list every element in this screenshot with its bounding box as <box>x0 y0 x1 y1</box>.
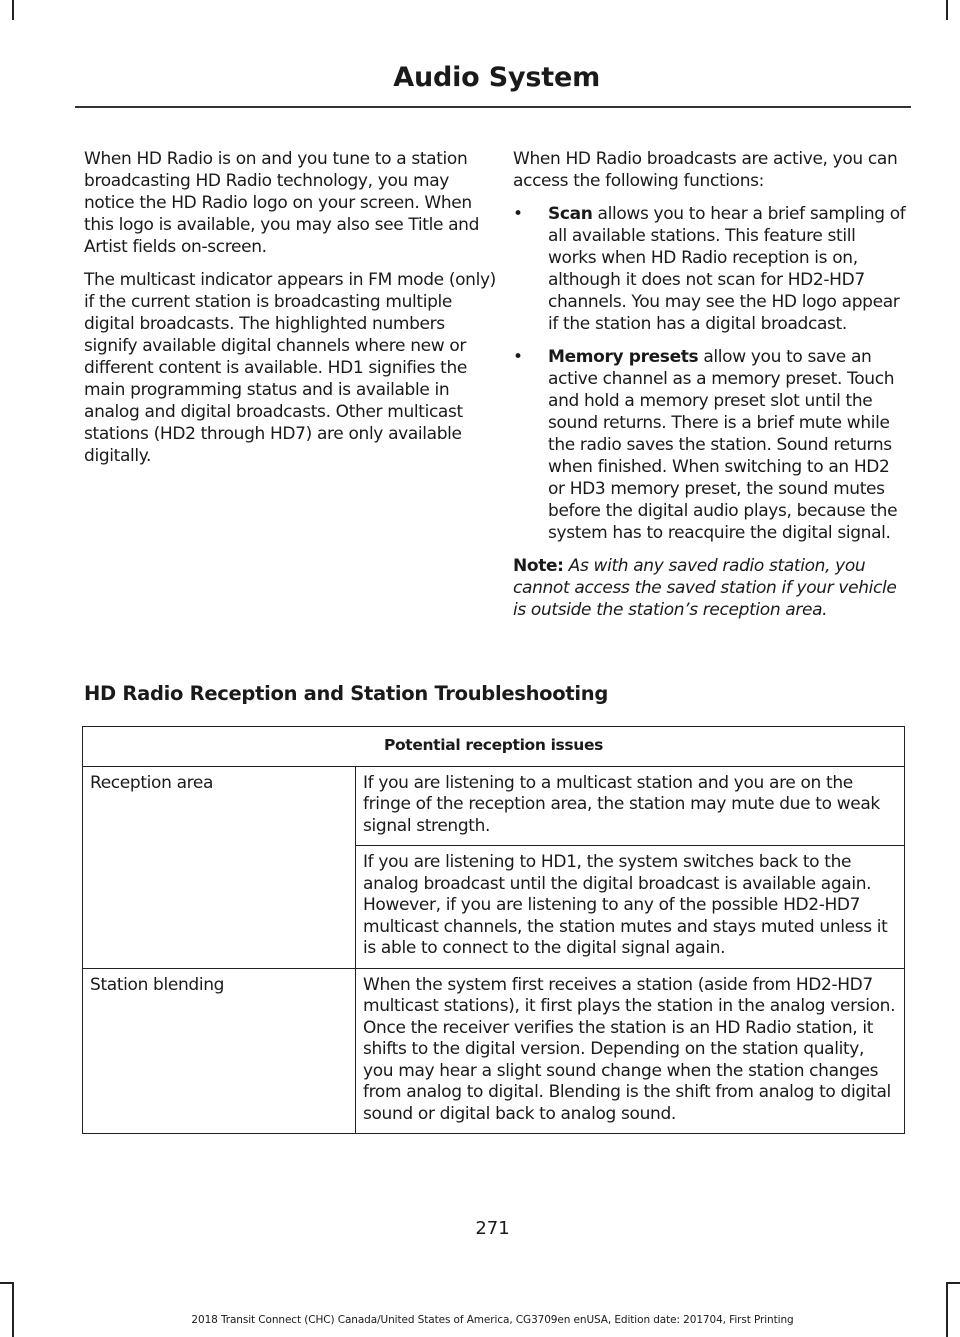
note <box>513 555 908 621</box>
list-item-memory-presets <box>513 346 908 544</box>
table-cell-text: If you are listening to a multicast station and you are on the fringe of the reception area, the station may mute due to weak signal strength. <box>356 766 905 846</box>
crop-mark-bottom-right <box>946 1282 948 1337</box>
note-text: As with any saved radio station, you cannot access the saved station if your vehicle is outside the station’s reception area. <box>513 556 897 620</box>
right-column <box>513 148 908 632</box>
term-memory-presets: Memory presets <box>548 347 699 367</box>
table-cell-text: If you are listening to HD1, the system switches back to the analog broadcast until the digital broadcast is available again. However, if you are listening to any of the possible HD2-HD7 multicast channels, the station mutes and stays muted unless it is able to connect to the digital signal again. <box>356 846 905 969</box>
page-number: 271 <box>475 1218 510 1239</box>
section-title: HD Radio Reception and Station Troubleshooting <box>84 682 608 705</box>
paragraph-multicast: The multicast indicator appears in FM mode (only) if the current station is broadcasting multiple digital broadcasts. The highlighted numbers signify available digital channels where new or different content is available. HD1 signifies the main programming status and is available in analog and digital broadcasts. Other multicast stations (HD2 through HD7) are only available digitally. <box>84 270 496 466</box>
paragraph-hd-logo: When HD Radio is on and you tune to a station broadcasting HD Radio technology, you may notice the HD Radio logo on your screen. When this logo is available, you may also see Title and Artist fields on-screen. <box>84 149 480 257</box>
table-cell-label <box>83 846 356 969</box>
list-item-scan <box>513 203 908 335</box>
table-row <box>83 766 905 846</box>
functions-intro: When HD Radio broadcasts are active, you can access the following functions: <box>513 149 898 191</box>
left-column <box>84 148 500 478</box>
crop-mark-top-right <box>946 0 948 20</box>
bullet-icon: • <box>513 204 523 224</box>
table-cell-label: Station blending <box>83 968 356 1134</box>
table-row <box>83 846 905 969</box>
crop-mark-bottom-right-h <box>946 1282 960 1284</box>
scan-description: allows you to hear a brief sampling of all available stations. This feature still works when HD Radio reception is on, although it does not scan for HD2-HD7 channels. You may see the HD logo appear if the station has a digital broadcast. <box>548 204 906 334</box>
header-divider <box>75 106 911 108</box>
page-header-title: Audio System <box>393 62 600 93</box>
footer-edition-info: 2018 Transit Connect (CHC) Canada/United States of America, CG3709en enUSA, Edition date: 201704, First Printing <box>191 1314 794 1326</box>
crop-mark-bottom-left <box>12 1282 14 1337</box>
crop-mark-top-left <box>12 0 14 20</box>
crop-mark-bottom-left-h <box>0 1282 14 1284</box>
table-cell-text: When the system first receives a station (aside from HD2-HD7 multicast stations), it first plays the station in the analog version. Once the receiver verifies the station is an HD Radio station, it shifts to the digital version. Depending on the station quality, you may hear a slight sound change when the station changes from analog to digital. Blending is the shift from analog to digital sound or digital back to analog sound. <box>356 968 905 1134</box>
reception-issues-table <box>82 726 905 1134</box>
table-header-row <box>83 727 905 767</box>
table-caption: Potential reception issues <box>83 727 905 767</box>
table-cell-label: Reception area <box>83 766 356 846</box>
table-row <box>83 968 905 1134</box>
note-label: Note: <box>513 556 564 576</box>
bullet-icon: • <box>513 347 523 367</box>
memory-presets-description: allow you to save an active channel as a memory preset. Touch and hold a memory preset slot until the sound returns. There is a brief mute while the radio saves the station. Sound returns when finished. When switching to an HD2 or HD3 memory preset, the sound mutes before the digital audio plays, because the system has to reacquire the digital signal. <box>548 347 898 543</box>
term-scan: Scan <box>548 204 593 224</box>
